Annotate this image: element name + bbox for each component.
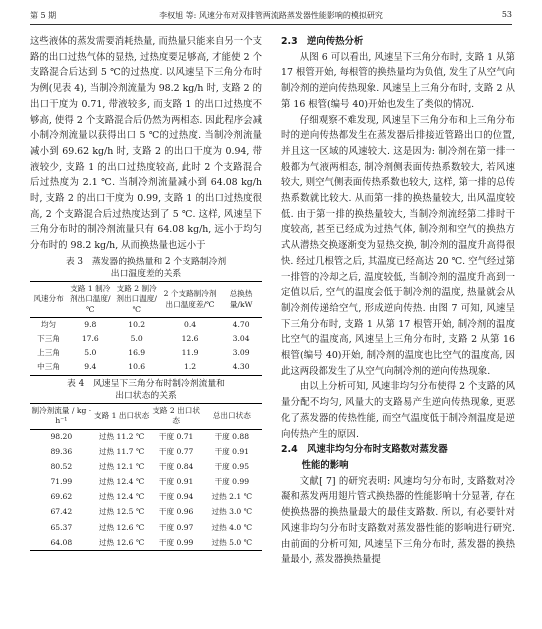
- table-row: [30, 429, 262, 445]
- page-number: 53: [501, 10, 512, 19]
- table4-cell: 干度 0.99: [158, 537, 194, 547]
- table3-cell: 上三角: [37, 348, 60, 358]
- table3-cell: 3.09: [232, 348, 250, 358]
- table4-cell: 过热 4.0 ℃: [211, 522, 253, 532]
- table4-caption: [30, 378, 262, 402]
- section-heading-2-4-cont: 性能的影响: [301, 459, 349, 471]
- table4-header-s1: 支路 1 出口状态: [93, 403, 151, 429]
- table4-cell: 干度 0.95: [214, 462, 250, 472]
- table3-cell: 16.9: [128, 348, 146, 358]
- table-row: [30, 361, 262, 376]
- table4-cell: 过热 12.1 ℃: [98, 462, 145, 472]
- table4-header-s2: 支路 2 出口状态: [151, 403, 202, 429]
- paragraph: 仔细观察不难发现, 风速呈下三角分布和上三角分布时的逆向传热都发生在蒸发器后排接近管路出口的位置, 并且这一区域的风速较大. 这是因为: 制冷剂在第一排一般都为气液两相态, 制冷剂侧表面传热系数较大, 若风速较大, 则空气侧表面传热系数也较大, 这样, 第一排的总传热系数就比较大. 从而第一排的换热量较大, 出风温度较低. 由于第一排的换热量较大, 当制冷剂流经第二排时干度较高, 甚至已经成为过热气体, 制冷剂和空气的换热方式从潜热交换逐渐变为显热交换, 制冷剂的温度升高得很快. 经过几根管之后, 其温度已经高达 20 ℃. 空气经过第一排管的冷却之后, 温度较低, 当制冷剂的温度升高到一定值以后, 空气的温度会低于制冷剂的温度, 热量就会从制冷剂传递给空气, 形成逆向传热. 由图 7 可知, 风速呈下三角分布时, 支路 1 从第 17 根管开始, 制冷剂的温度比空气的温度高, 风速呈上三角分布时, 支路 2 从第 16 根管(编号 40)开始, 制冷剂的温度也比空气的温度高, 因此这两段都发生了从空气向制冷剂的逆向传热现象.: [281, 114, 515, 377]
- table3-caption-line2: 出口温度差的关系: [110, 268, 182, 279]
- table-row: [30, 347, 262, 361]
- issue-label: 第 5 期: [30, 11, 57, 20]
- table-row: [30, 475, 262, 490]
- table4-cell: 过热 5.0 ℃: [211, 537, 253, 547]
- table3-cell: 5.0: [84, 348, 97, 358]
- section-heading-2-4: 2.4 风速非均匀分布时支路数对蒸发器: [281, 444, 448, 456]
- table4-cell: 过热 2.1 ℃: [211, 492, 253, 502]
- table3-cell: 1.2: [184, 362, 197, 372]
- table4-cell: 干度 0.99: [214, 477, 250, 487]
- table3-cell: 4.30: [232, 362, 250, 372]
- table-row: [30, 445, 262, 460]
- table4-cell: 过热 12.6 ℃: [98, 522, 145, 532]
- table3: [30, 281, 262, 376]
- paragraph: 从图 6 可以看出, 风速呈下三角分布时, 支路 1 从第 17 根管开始, 每根管的换热量均为负值, 发生了从空气向制冷剂的逆向传热现象. 风速呈上三角分布时, 支路 2 从第 16 根管(编号 40)开始也发生了类似的情况.: [281, 51, 515, 110]
- table3-header-q: 总换热量/kW: [220, 281, 262, 318]
- left-column: [30, 34, 262, 551]
- running-title: 李权旭 等: 风速分布对双排管两流路蒸发器性能影响的模拟研究: [159, 11, 383, 20]
- table4-cell: 80.52: [50, 462, 73, 472]
- table3-cell: 17.6: [81, 334, 99, 344]
- table3-cell: 12.6: [181, 334, 199, 344]
- table3-cell: 3.04: [232, 334, 250, 344]
- table-row: [30, 332, 262, 346]
- table4-cell: 64.08: [50, 537, 73, 547]
- table-row: [30, 505, 262, 520]
- section-heading-2-3: 2.3 逆向传热分析: [281, 36, 364, 47]
- table4-caption-line2: 出口状态的关系: [115, 390, 177, 401]
- table-row: [30, 318, 262, 333]
- table3-cell: 下三角: [37, 334, 60, 344]
- table4-cell: 干度 0.71: [158, 432, 194, 442]
- table3-cell: 5.0: [130, 334, 143, 344]
- table3-caption-line1: 表 3 蒸发器的换热量和 2 个支路制冷剂: [65, 256, 227, 267]
- table4-cell: 过热 12.5 ℃: [98, 507, 145, 517]
- table4-cell: 89.36: [50, 447, 73, 457]
- table3-cell: 4.70: [232, 320, 250, 330]
- running-header: [30, 10, 512, 25]
- table4-cell: 干度 0.97: [158, 522, 194, 532]
- table4-cell: 过热 12.4 ℃: [98, 492, 145, 502]
- table4-header-flow: 制冷剂流量 / kg · h⁻¹: [30, 403, 93, 429]
- table4: [30, 403, 262, 552]
- table4-cell: 过热 12.4 ℃: [98, 477, 145, 487]
- table-row: [30, 520, 262, 535]
- table3-cell: 10.6: [128, 362, 146, 372]
- table3-header-t2: 支路 2 制冷剂出口温度/℃: [114, 281, 160, 318]
- table4-cell: 过热 11.7 ℃: [98, 447, 145, 457]
- paragraph: 由以上分析可知, 风速非均匀分布使得 2 个支路的风量分配不均匀, 风量大的支路易产生逆向传热现象, 更恶化了蒸发器的传热性能, 而空气温度低于制冷剂温度是逆向传热产生的原因.: [281, 381, 515, 440]
- table3-cell: 均匀: [40, 320, 57, 330]
- table4-cell: 71.99: [50, 477, 73, 487]
- table4-cell: 过热 12.6 ℃: [98, 537, 145, 547]
- table4-cell: 干度 0.94: [158, 492, 194, 502]
- table4-cell: 干度 0.88: [214, 432, 250, 442]
- table4-cell: 干度 0.91: [214, 447, 250, 457]
- table3-cell: 中三角: [37, 362, 60, 372]
- table4-cell: 69.62: [50, 492, 73, 502]
- paragraph: 文献[ 7] 的研究表明: 风速均匀分布时, 支路数对冷凝和蒸发两用翅片管式换热器的性能影响十分显著, 存在使换热器的换热量最大的最佳支路数. 所以, 有必要针对风速非均匀分布时支路数对蒸发器性能的影响进行研究. 由前面的分析可知, 风速呈下三角分布时, 蒸发器的换热量最小, 蒸发器换热量提: [281, 475, 515, 566]
- table3-cell: 9.4: [84, 362, 97, 372]
- table3-caption: [30, 256, 262, 280]
- table4-cell: 67.42: [50, 507, 73, 517]
- table4-cell: 干度 0.96: [158, 507, 194, 517]
- table4-cell: 过热 11.2 ℃: [98, 432, 145, 442]
- paragraph-continuation: 这些液体的蒸发需要消耗热量, 而热量只能来自另一个支路的出口过热气体的显热, 过热度要足够高, 才能使 2 个支路混合后达到 5 ℃的过热度. 以风速呈下三角分布时为例(见表 4), 当制冷剂流量为 98.2 kg/h 时, 支路 2 的出口干度为 0.71, 带液较多, 而支路 1 的出口过热度不够高, 使得 2 个支路混合后仍然为两相态. 因此程序会减小制冷剂流量以获得出口 5 ℃的过热度. 当制冷剂流量减小到 69.62 kg/h 时, 支路 2 的出口干度为 0.94, 带液较少, 支路 1 的出口过热度较高, 此时 2 个支路混合后过热度为 2.1 ℃. 当制冷剂流量减小到 64.08 kg/h 时, 支路 2 的出口干度为 0.99, 支路 1 的出口过热度很高, 2 个支路混合后过热度达到了 5 ℃. 这样, 风速呈下三角分布时的制冷剂流量只有 64.08 kg/h, 远小于均匀分布时的 98.2 kg/h, 从而换热量也远小于: [30, 36, 262, 252]
- table3-header-dt: 2 个支路制冷剂出口温度差/℃: [160, 281, 220, 318]
- table3-cell: 9.8: [84, 320, 97, 330]
- table3-cell: 0.4: [184, 320, 197, 330]
- table3-header-dist: 风速分布: [30, 281, 67, 318]
- table4-cell: 过热 3.0 ℃: [211, 507, 253, 517]
- table3-cell: 10.2: [128, 320, 146, 330]
- table4-cell: 干度 0.77: [158, 447, 194, 457]
- table3-header-t1: 支路 1 制冷剂出口温度/℃: [67, 281, 113, 318]
- table-row: [30, 535, 262, 551]
- table-row: [30, 490, 262, 505]
- table4-cell: 98.20: [50, 432, 73, 442]
- table4-cell: 干度 0.84: [158, 462, 194, 472]
- table4-cell: 65.37: [50, 522, 73, 532]
- right-column: [281, 34, 515, 568]
- table4-header-total: 总出口状态: [202, 403, 262, 429]
- table3-cell: 11.9: [181, 348, 199, 358]
- table4-caption-line1: 表 4 风速呈下三角分布时制冷剂流量和: [67, 378, 225, 389]
- table-row: [30, 460, 262, 475]
- table4-cell: 干度 0.91: [158, 477, 194, 487]
